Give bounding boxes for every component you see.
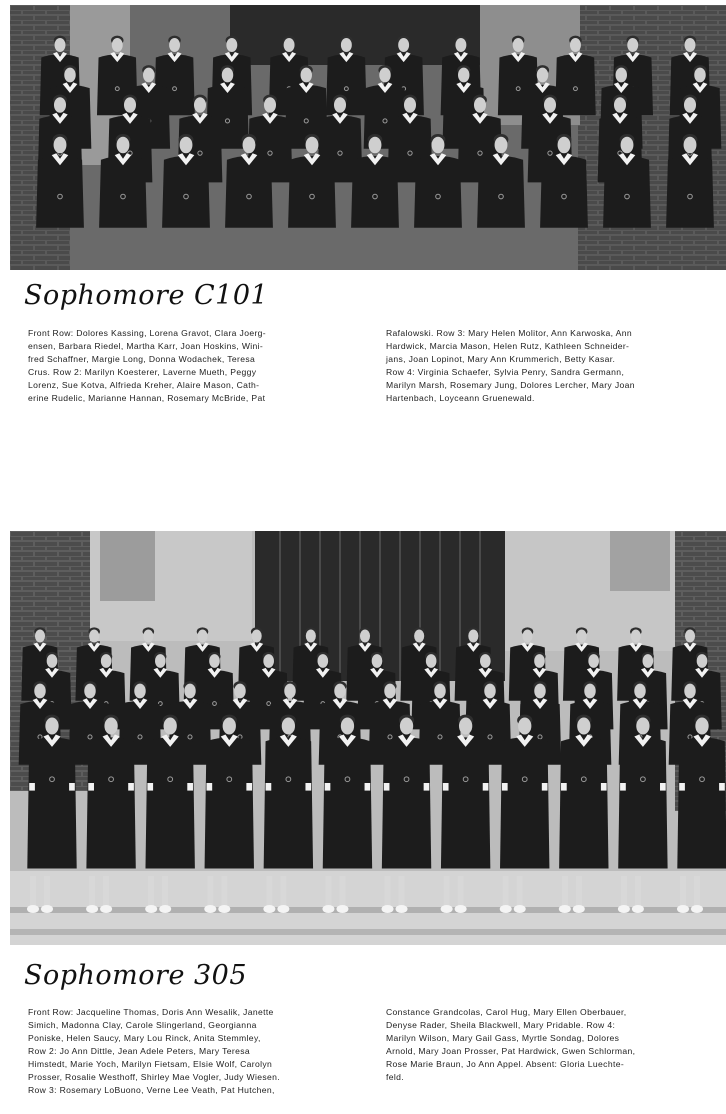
caption-line: fred Schaffner, Margie Long, Donna Wodachek, Teresa xyxy=(28,354,256,364)
caption-line: Constance Grandcolas, Carol Hug, Mary Ellen Oberbauer, xyxy=(386,1007,627,1017)
caption-left-column xyxy=(28,327,343,405)
caption-right-column xyxy=(386,1006,714,1084)
class-photo-c101 xyxy=(10,5,726,270)
caption-line: Prosser, Rosalie Westhoff, Shirley Mae Vogler, Judy Wiesen. xyxy=(28,1072,280,1082)
caption-line: Simich, Madonna Clay, Carole Slingerland, Georgianna xyxy=(28,1020,257,1030)
class-photo-305 xyxy=(10,531,726,945)
caption-left-column xyxy=(28,1006,343,1097)
caption-line: Row 2: Jo Ann Dittle, Jean Adele Peters, Mary Teresa xyxy=(28,1046,251,1056)
section-heading: Sophomore C101 xyxy=(24,280,269,311)
caption-line: erine Rudelic, Marianne Hannan, Rosemary McBride, Pat xyxy=(28,393,266,403)
group-photo-image xyxy=(10,531,726,945)
caption-line: Front Row: Dolores Kassing, Lorena Gravot, Clara Joerg- xyxy=(28,328,267,338)
caption-line: Marilyn Wilson, Mary Gail Gass, Myrtle Sondag, Dolores xyxy=(386,1033,620,1043)
section-heading: Sophomore 305 xyxy=(24,960,248,991)
caption-line: Row 3: Rosemary LoBuono, Verne Lee Veath, Pat Hutchen, xyxy=(28,1085,275,1095)
caption-line: Hardwick, Marcia Mason, Helen Rutz, Kathleen Schneider- xyxy=(386,341,630,351)
caption-line: Row 4: Virginia Schaefer, Sylvia Penry, Sandra Germann, xyxy=(386,367,625,377)
caption-line: jans, Joan Lopinot, Mary Ann Krummerich, Betty Kasar. xyxy=(386,354,616,364)
caption-line: Poniske, Helen Saucy, Mary Lou Rinck, Anita Stemmley, xyxy=(28,1033,261,1043)
caption-line: Denyse Rader, Sheila Blackwell, Mary Pridable. Row 4: xyxy=(386,1020,616,1030)
caption-line: ensen, Barbara Riedel, Martha Karr, Joan Hoskins, Wini- xyxy=(28,341,264,351)
caption-line: Rose Marie Braun, Jo Ann Appel. Absent: Gloria Luechte- xyxy=(386,1059,625,1069)
caption-line: Lorenz, Sue Kotva, Alfrieda Kreher, Alaire Mason, Cath- xyxy=(28,380,260,390)
caption-line: Rafalowski. Row 3: Mary Helen Molitor, Ann Karwoska, Ann xyxy=(386,328,632,338)
caption-line: feld. xyxy=(386,1072,404,1082)
caption-line: Himstedt, Marie Yoch, Marilyn Fietsam, Elsie Wolf, Carolyn xyxy=(28,1059,273,1069)
group-photo-image xyxy=(10,5,726,270)
caption-right-column xyxy=(386,327,714,405)
caption-line: Marilyn Marsh, Rosemary Jung, Dolores Lercher, Mary Joan xyxy=(386,380,635,390)
caption-line: Arnold, Mary Joan Prosser, Pat Hardwick, Gwen Schlorman, xyxy=(386,1046,636,1056)
caption-line: Hartenbach, Loyceann Gruenewald. xyxy=(386,393,535,403)
caption-line: Crus. Row 2: Marilyn Koesterer, Laverne Mueth, Peggy xyxy=(28,367,257,377)
caption-line: Front Row: Jacqueline Thomas, Doris Ann Wesalik, Janette xyxy=(28,1007,274,1017)
